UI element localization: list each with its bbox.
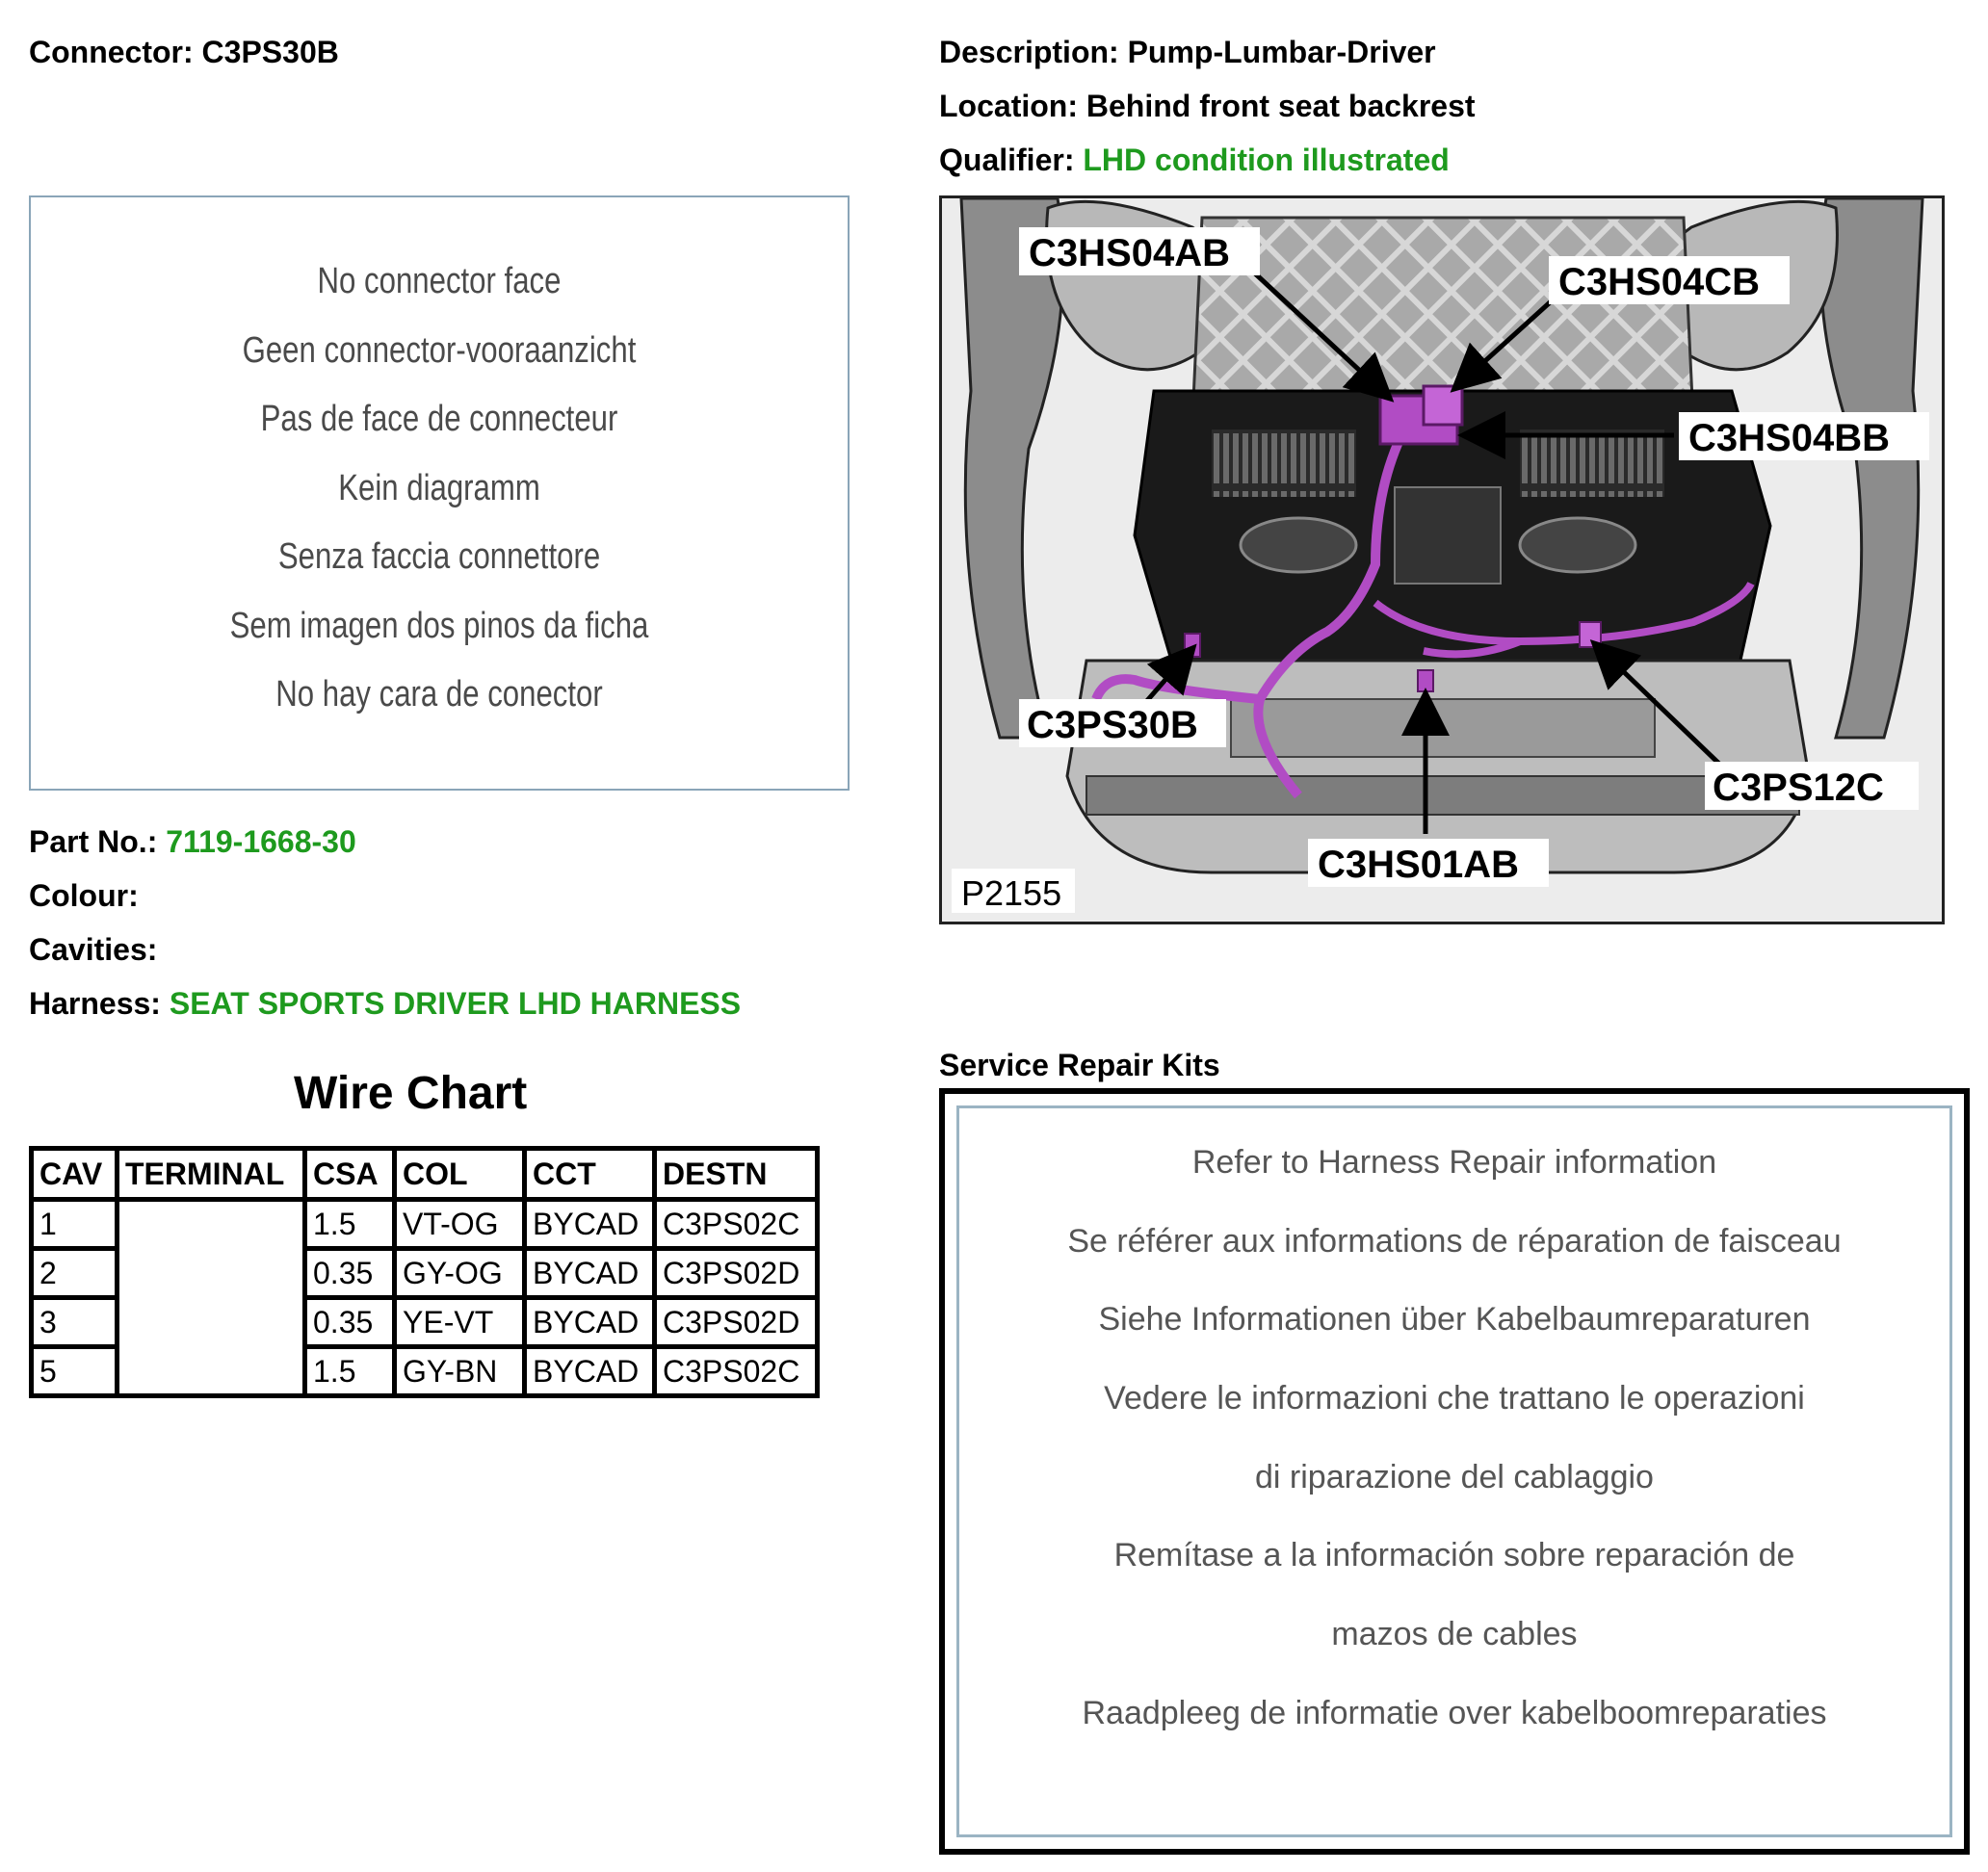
- col-destn-header: DESTN: [655, 1149, 818, 1200]
- part-number-line: [29, 824, 356, 859]
- callout-c3hs04cb: C3HS04CB: [1558, 261, 1760, 303]
- service-repair-kits-panel: [939, 1088, 1970, 1855]
- part-number-value: 7119-1668-30: [166, 824, 356, 859]
- seat-illustration: [942, 198, 1942, 922]
- cell-col: VT-OG: [395, 1200, 525, 1249]
- wire-chart-table: [29, 1146, 820, 1398]
- col-csa-header: CSA: [305, 1149, 395, 1200]
- no-connector-face-text: [31, 247, 848, 730]
- cell-csa: 1.5: [305, 1347, 395, 1396]
- col-col-header: COL: [395, 1149, 525, 1200]
- colour-label: Colour:: [29, 878, 139, 913]
- cell-col: GY-BN: [395, 1347, 525, 1396]
- callout-c3ps12c: C3PS12C: [1713, 767, 1884, 809]
- connector-value: C3PS30B: [201, 35, 339, 69]
- description-label: Description:: [939, 35, 1119, 69]
- table-row: [32, 1200, 818, 1249]
- harness-label: Harness:: [29, 986, 161, 1021]
- connector-block: [1580, 622, 1601, 647]
- location-diagram: [939, 195, 1945, 924]
- no-face-line: Kein diagramm: [338, 467, 540, 508]
- harness-line: [29, 986, 741, 1021]
- cell-cct: BYCAD: [525, 1298, 655, 1347]
- connector-line: [29, 35, 339, 69]
- cell-cav: 1: [32, 1200, 118, 1249]
- cell-col: YE-VT: [395, 1298, 525, 1347]
- service-repair-text: [959, 1124, 1949, 1754]
- repair-line: Raadpleeg de informatie over kabelboomreparaties: [1082, 1694, 1827, 1731]
- connector-block: [1424, 386, 1462, 425]
- cell-cct: BYCAD: [525, 1347, 655, 1396]
- cell-destn: C3PS02C: [655, 1347, 818, 1396]
- col-cav-header: CAV: [32, 1149, 118, 1200]
- repair-line: Remítase a la información sobre reparación de: [1113, 1537, 1795, 1574]
- service-repair-kits-title: Service Repair Kits: [939, 1048, 1220, 1082]
- wire-chart-title: Wire Chart: [294, 1068, 528, 1119]
- cell-csa: 1.5: [305, 1200, 395, 1249]
- location-line: [939, 89, 1476, 123]
- no-face-line: Pas de face de connecteur: [260, 399, 618, 439]
- repair-line: Refer to Harness Repair information: [1191, 1144, 1717, 1181]
- cell-csa: 0.35: [305, 1298, 395, 1347]
- col-terminal-header: TERMINAL: [118, 1149, 305, 1200]
- cell-csa: 0.35: [305, 1249, 395, 1298]
- qualifier-label: Qualifier:: [939, 143, 1075, 177]
- callout-c3hs04bb: C3HS04BB: [1688, 417, 1890, 459]
- figure-id: P2155: [961, 873, 1062, 913]
- no-connector-face-panel: [29, 195, 850, 791]
- cell-destn: C3PS02C: [655, 1200, 818, 1249]
- no-face-line: Sem imagen dos pinos da ficha: [229, 605, 649, 646]
- qualifier-value: LHD condition illustrated: [1083, 143, 1450, 177]
- no-face-line: Geen connector-vooraanzicht: [242, 329, 637, 371]
- repair-line: di riparazione del cablaggio: [1255, 1458, 1654, 1495]
- service-repair-kits-inner: [956, 1105, 1952, 1837]
- cell-col: GY-OG: [395, 1249, 525, 1298]
- no-face-line: Senza faccia connettore: [277, 536, 601, 577]
- cell-cct: BYCAD: [525, 1200, 655, 1249]
- repair-line: Siehe Informationen über Kabelbaumreparaturen: [1098, 1301, 1811, 1339]
- cell-cav: 3: [32, 1298, 118, 1347]
- cell-destn: C3PS02D: [655, 1298, 818, 1347]
- qualifier-line: [939, 143, 1450, 177]
- repair-line: Vedere le informazioni che trattano le operazioni: [1104, 1380, 1805, 1417]
- cavities-line: [29, 932, 157, 967]
- no-face-line: No connector face: [317, 261, 562, 301]
- part-number-label: Part No.:: [29, 824, 158, 859]
- col-cct-header: CCT: [525, 1149, 655, 1200]
- location-value: Behind front seat backrest: [1086, 89, 1476, 123]
- cell-terminal: [118, 1200, 305, 1396]
- callout-c3hs01ab: C3HS01AB: [1318, 844, 1519, 886]
- cell-cct: BYCAD: [525, 1249, 655, 1298]
- cell-cav: 5: [32, 1347, 118, 1396]
- no-face-line: No hay cara de conector: [275, 674, 603, 715]
- colour-line: [29, 878, 139, 913]
- callout-c3hs04ab: C3HS04AB: [1029, 232, 1230, 274]
- cavities-label: Cavities:: [29, 932, 158, 967]
- connector-block: [1418, 670, 1433, 691]
- description-value: Pump-Lumbar-Driver: [1127, 35, 1436, 69]
- location-label: Location:: [939, 89, 1078, 123]
- description-line: [939, 35, 1436, 69]
- repair-line: mazos de cables: [1331, 1616, 1578, 1653]
- callout-c3ps30b: C3PS30B: [1027, 704, 1198, 746]
- connector-label: Connector:: [29, 35, 194, 69]
- harness-value: SEAT SPORTS DRIVER LHD HARNESS: [169, 986, 742, 1021]
- cell-destn: C3PS02D: [655, 1249, 818, 1298]
- repair-line: Se référer aux informations de réparation de faisceau: [1067, 1222, 1842, 1260]
- cell-cav: 2: [32, 1249, 118, 1298]
- table-header-row: [32, 1149, 818, 1200]
